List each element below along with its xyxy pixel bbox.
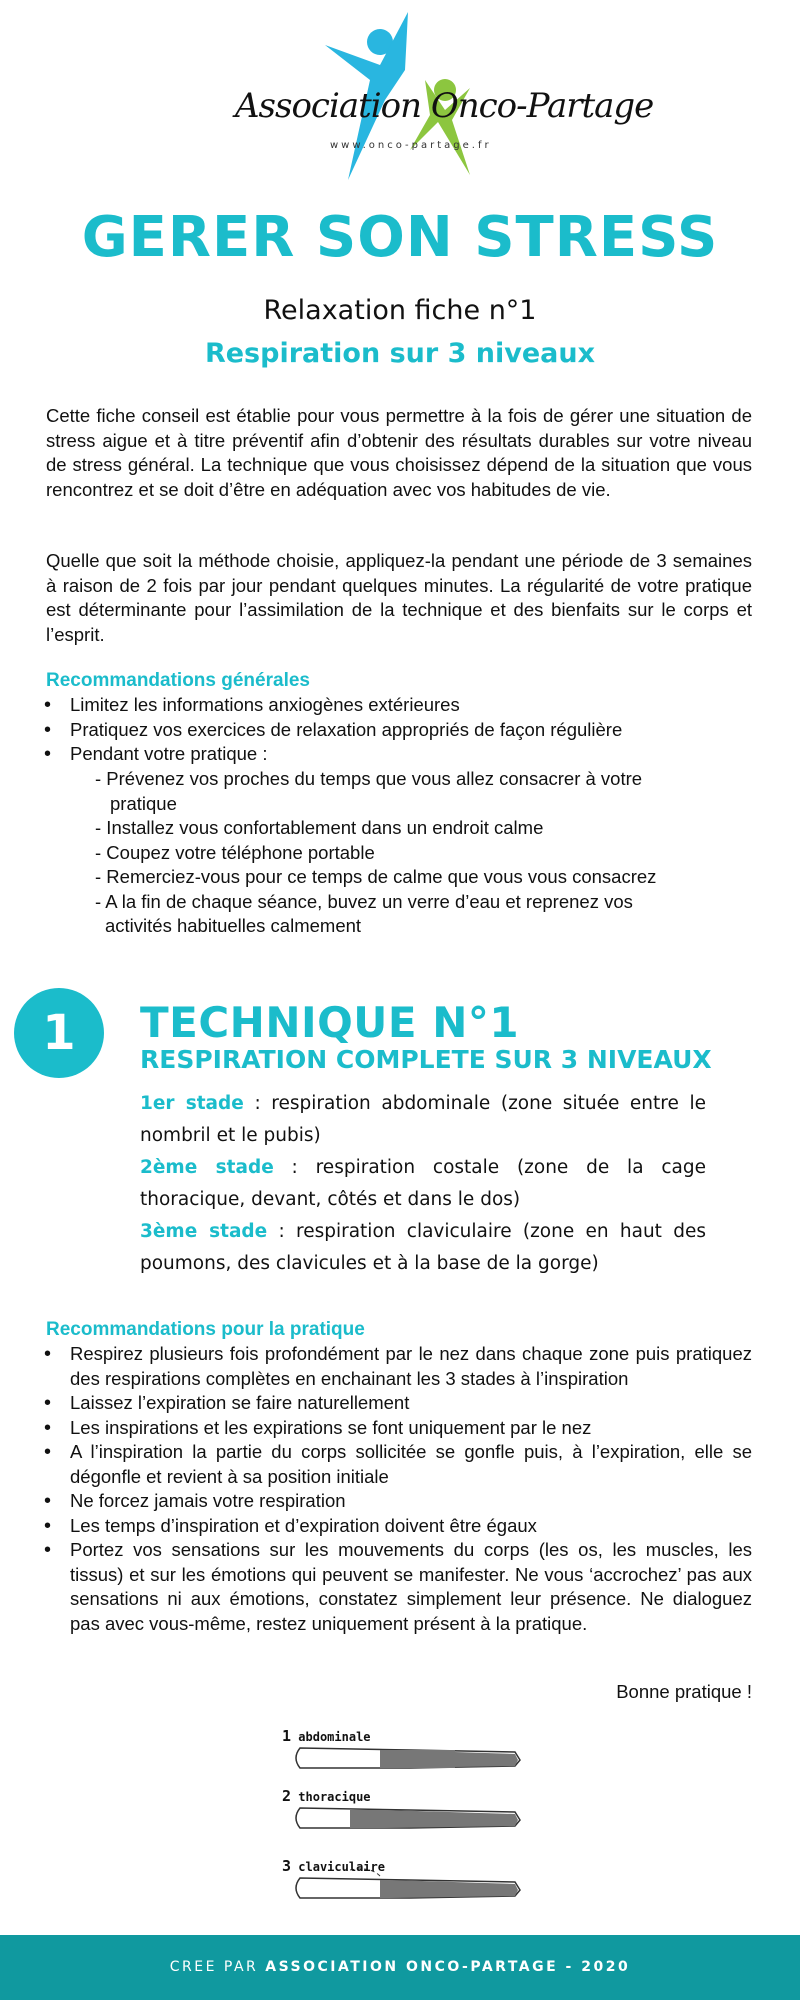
closing-text: Bonne pratique ! [616,1681,752,1702]
technique-number-badge: 1 [14,988,104,1078]
list-item: • Les temps d’inspiration et d’expiration doivent être égaux [46,1514,752,1539]
logo-url: www.onco-partage.fr [330,140,492,151]
general-recommendations-list [46,693,752,767]
illustration-label-2: 2 thoracique [282,1787,371,1805]
sub-list-item: activités habituelles calmement [105,915,362,936]
stage-label: 3ème stade [140,1221,268,1242]
list-item: • A l’inspiration la partie du corps sollicitée se gonfle puis, à l’expiration, elle se dégonfle et revient à sa position initiale [46,1440,752,1489]
technique-subtitle: RESPIRATION COMPLETE SUR 3 NIVEAUX [140,1045,712,1074]
breathing-illustration [270,1720,530,1920]
stage-text: : respiration abdominale (zone située entre le nombril et le pubis) [140,1093,706,1146]
list-item: • Portez vos sensations sur les mouvements du corps (les os, les muscles, les tissus) et sur les émotions qui peuvent se manifester. Ne vous ‘accrochez’ pas aux sensations ni aux émotions, constatez simplement leur présence. Ne dialoguez pas avec vous-même, restez uniquement présent à la pratique. [46,1538,752,1636]
list-item: • Ne forcez jamais votre respiration [46,1489,752,1514]
sub-list-item: - Coupez votre téléphone portable [95,841,375,863]
stage-2 [140,1152,706,1216]
page-title: GERER SON STRESS [81,205,719,270]
breathing-figures-icon [270,1720,530,1920]
sub-list-item: - Installez vous confortablement dans un endroit calme [95,817,544,838]
stage-text: : respiration claviculaire (zone en haut des poumons, des clavicules et à la base de la gorge) [140,1221,706,1274]
logo [230,10,654,210]
stage-3 [140,1216,706,1280]
logo-text: Association Onco-Partage [235,86,654,126]
stage-1 [140,1088,706,1152]
practice-sublist [95,767,715,939]
list-item: • Pendant votre pratique : [46,742,752,767]
technique-title: TECHNIQUE N°1 [140,998,520,1047]
practice-recommendations-heading: Recommandations pour la pratique [46,1319,365,1340]
list-item: • Limitez les informations anxiogènes extérieures [46,693,752,718]
intro-paragraph-2: Quelle que soit la méthode choisie, appliquez-la pendant une période de 3 semaines à raison de 2 fois par jour pendant quelques minutes. La régularité de votre pratique est déterminante pour l’assimilation de la technique et des bienfaits sur le corps et l’esprit. [46,550,752,645]
stage-label: 1er stade [140,1093,244,1114]
page-subtitle-2: Respiration sur 3 niveaux [204,338,596,369]
illustration-label-3: 3 claviculaire [282,1857,385,1875]
list-item: • Les inspirations et les expirations se font uniquement par le nez [46,1416,752,1441]
list-item: • Pratiquez vos exercices de relaxation appropriés de façon régulière [46,718,752,743]
footer-org: ASSOCIATION ONCO-PARTAGE - 2020 [265,1959,631,1975]
illustration-label-1: 1 abdominale [282,1727,371,1745]
sub-list-item: pratique [110,792,177,814]
list-item: • Respirez plusieurs fois profondément par le nez dans chaque zone puis pratiquez des respirations complètes en enchainant les 3 stades à l’inspiration [46,1342,752,1391]
footer [0,1935,800,2000]
footer-prefix: CREE PAR [169,1959,266,1975]
stage-label: 2ème stade [140,1157,274,1178]
sub-list-item: - Prévenez vos proches du temps que vous allez consacrer à votre [95,768,643,789]
sub-list-item: - Remerciez-vous pour ce temps de calme que vous vous consacrez [95,866,657,887]
sub-list-item: - A la fin de chaque séance, buvez un verre d’eau et reprenez vos [95,890,633,912]
stage-text: : respiration costale (zone de la cage thoracique, devant, côtés et dans le dos) [140,1157,706,1210]
general-recommendations-heading: Recommandations générales [46,670,310,691]
intro-paragraph-1: Cette fiche conseil est établie pour vous permettre à la fois de gérer une situation de stress aigue et à titre préventif afin d’obtenir des résultats durables sur votre niveau de stress général. La technique que vous choisissez dépend de la situation que vous rencontrez et se doit d’être en adéquation avec vos habitudes de vie. [46,405,752,500]
page-subtitle: Relaxation fiche n°1 [263,295,537,326]
list-item: • Laissez l’expiration se faire naturellement [46,1391,752,1416]
practice-recommendations-list [46,1342,752,1636]
